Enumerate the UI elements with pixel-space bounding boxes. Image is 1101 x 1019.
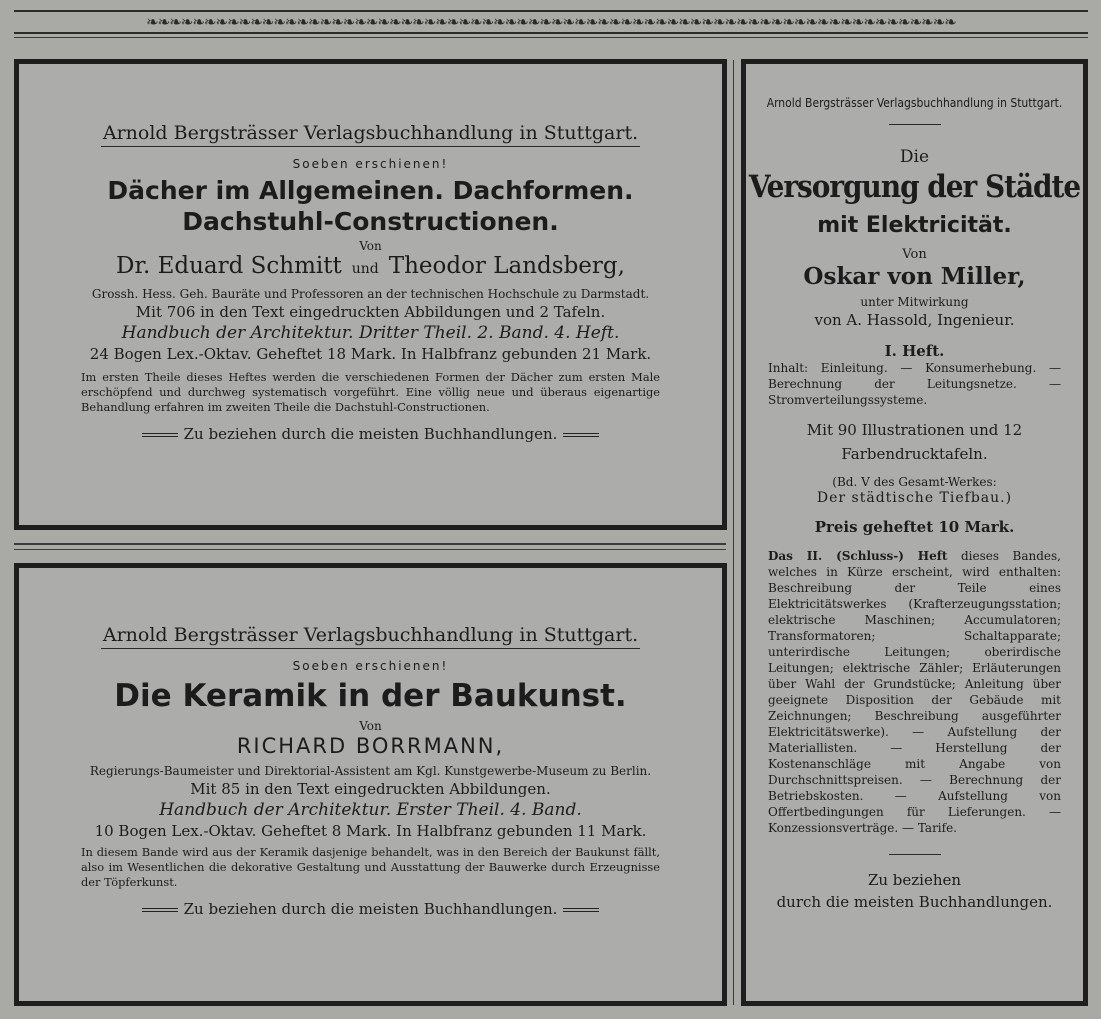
description: Im ersten Theile dieses Heftes werden die verschiedenen Formen der Dächer zum ersten Male erschöpfend und durchweg systematisch vorgeführt. Eine völlig neue und überaus eigenartige Behandlung erfahren im zweiten Theile die Dachstuhl-Constructionen.	[81, 370, 660, 414]
border-rule	[14, 37, 1088, 38]
column-divider	[733, 60, 734, 1005]
rule-left	[142, 433, 178, 437]
author-2: Theodor Landsberg,	[388, 253, 625, 279]
description: In diesem Bande wird aus der Keramik dasjenige behandelt, was in den Bereich der Baukunst fällt, also im Wesentlichen die dekorative Gestaltung und Ausstattung der Bauwerke durch Erzeugnisse der Töpferkunst.	[81, 845, 660, 889]
advertisement-daecher	[14, 59, 727, 530]
series-note-2: Der städtische Tiefbau.)	[816, 490, 1013, 506]
availability-line-2: durch die meisten Buchhandlungen.	[776, 893, 1053, 911]
rule-right	[563, 433, 599, 437]
illustration-info: Mit 706 in den Text eingedruckten Abbildungen und 2 Tafeln.	[135, 303, 606, 321]
short-rule-bottom	[889, 854, 941, 855]
short-rule	[889, 124, 941, 125]
second-volume-text: dieses Bandes, welches in Kürze erscheint, wird enthalten: Beschreibung der Teile eines Elektricitätswerkes (Krafterzeugungsstation; elektrische Maschinen; Accumulatoren; Transformatoren; Schaltapparate; unterirdische Leitungen; oberirdische Leitungen; elektrische Zähler; Erläuterungen über Wahl der Grundstücke; Anleitung über geeignete Disposition der Gebäude mit Zeichnungen; Beschreibung ausgeführter Elektricitätswerke). — Aufstellung der Materiallisten. — Herstellung der Kostenanschläge mit Angabe von Durchschnittspreisen. — Berechnung der Betriebskosten. — Aufstellung von Offertbedingungen für Lieferungen. — Konzessionsverträge. — Tarife.	[768, 549, 1061, 835]
availability-line-1: Zu beziehen	[867, 871, 962, 889]
advertisement-keramik	[14, 563, 727, 1006]
author-1: Dr. Eduard Schmitt	[116, 253, 342, 279]
series-note-1: (Bd. V des Gesamt-Werkes:	[832, 475, 997, 489]
by-label: Von	[902, 247, 927, 262]
rule-right	[563, 908, 599, 912]
price-info: 10 Bogen Lex.-Oktav. Geheftet 8 Mark. In Halbfranz gebunden 11 Mark.	[94, 822, 647, 840]
author: RICHARD BORRMANN,	[236, 734, 505, 758]
new-release-label: Soeben erschienen!	[292, 659, 449, 673]
publisher-line: Arnold Bergsträsser Verlagsbuchhandlung in Stuttgart.	[101, 624, 640, 649]
illustration-info: Mit 85 in den Text eingedruckten Abbildungen.	[190, 780, 551, 798]
author-affiliation: Regierungs-Baumeister und Direktorial-Assistent am Kgl. Kunstgewerbe-Museum zu Berlin.	[89, 764, 652, 778]
authors	[19, 253, 722, 282]
second-volume-info	[746, 548, 1083, 836]
by-label: Von	[359, 719, 382, 733]
availability-line	[19, 425, 722, 443]
new-release-label: Soeben erschienen!	[292, 157, 449, 171]
separator-rule	[14, 543, 726, 545]
contents: Inhalt: Einleitung. — Konsumerhebung. — Berechnung der Leitungsnetze. — Stromverteilungssysteme.	[768, 361, 1061, 407]
book-title-line-1: Versorgung der Städte	[748, 169, 1081, 205]
book-title: Die Keramik in der Baukunst.	[114, 678, 627, 714]
title-article: Die	[899, 147, 930, 167]
availability-line	[19, 900, 722, 918]
series-info: Handbuch der Architektur. Erster Theil. 4. Band.	[159, 800, 582, 820]
availability-text: Zu beziehen durch die meisten Buchhandlungen.	[183, 425, 558, 443]
ornamental-border: ❧❧❧❧❧❧❧❧❧❧❧❧❧❧❧❧❧❧❧❧❧❧❧❧❧❧❧❧❧❧❧❧❧❧❧❧❧❧❧❧❧❧❧❧❧❧❧❧❧❧❧❧❧❧❧❧❧❧❧❧❧❧❧❧❧❧❧❧❧❧	[14, 10, 1088, 34]
by-label: Von	[359, 239, 382, 253]
illustration-info: Mit 90 Illustrationen und 12 Farbendrucktafeln.	[806, 421, 1023, 463]
book-title-line-2: Dachstuhl-Constructionen.	[182, 207, 559, 236]
series-info: Handbuch der Architektur. Dritter Theil. 2. Band. 4. Heft.	[121, 323, 620, 343]
price-info: Preis geheftet 10 Mark.	[814, 518, 1015, 536]
second-volume-lead: Das II. (Schluss-) Heft	[768, 549, 948, 563]
and-label: und	[351, 261, 379, 277]
author-affiliation: Grossh. Hess. Geh. Bauräte und Professoren an der technischen Hochschule zu Darmstadt.	[91, 287, 650, 301]
advertisement-elektricitaet	[741, 59, 1088, 1006]
author: Oskar von Miller,	[803, 263, 1026, 290]
book-title-line-1: Dächer im Allgemeinen. Dachformen.	[107, 176, 634, 205]
publisher-line: Arnold Bergsträsser Verlagsbuchhandlung in Stuttgart.	[766, 96, 1063, 110]
separator-rule-thin	[14, 549, 726, 550]
co-author: von A. Hassold, Ingenieur.	[814, 311, 1015, 329]
price-info: 24 Bogen Lex.-Oktav. Geheftet 18 Mark. In Halbfranz gebunden 21 Mark.	[89, 345, 652, 363]
book-title-line-2: mit Elektricität.	[817, 213, 1012, 238]
availability-text: Zu beziehen durch die meisten Buchhandlungen.	[183, 900, 558, 918]
publisher-line: Arnold Bergsträsser Verlagsbuchhandlung in Stuttgart.	[101, 122, 640, 147]
collaboration-label: unter Mitwirkung	[860, 295, 969, 309]
volume-label: I. Heft.	[884, 342, 945, 360]
rule-left	[142, 908, 178, 912]
